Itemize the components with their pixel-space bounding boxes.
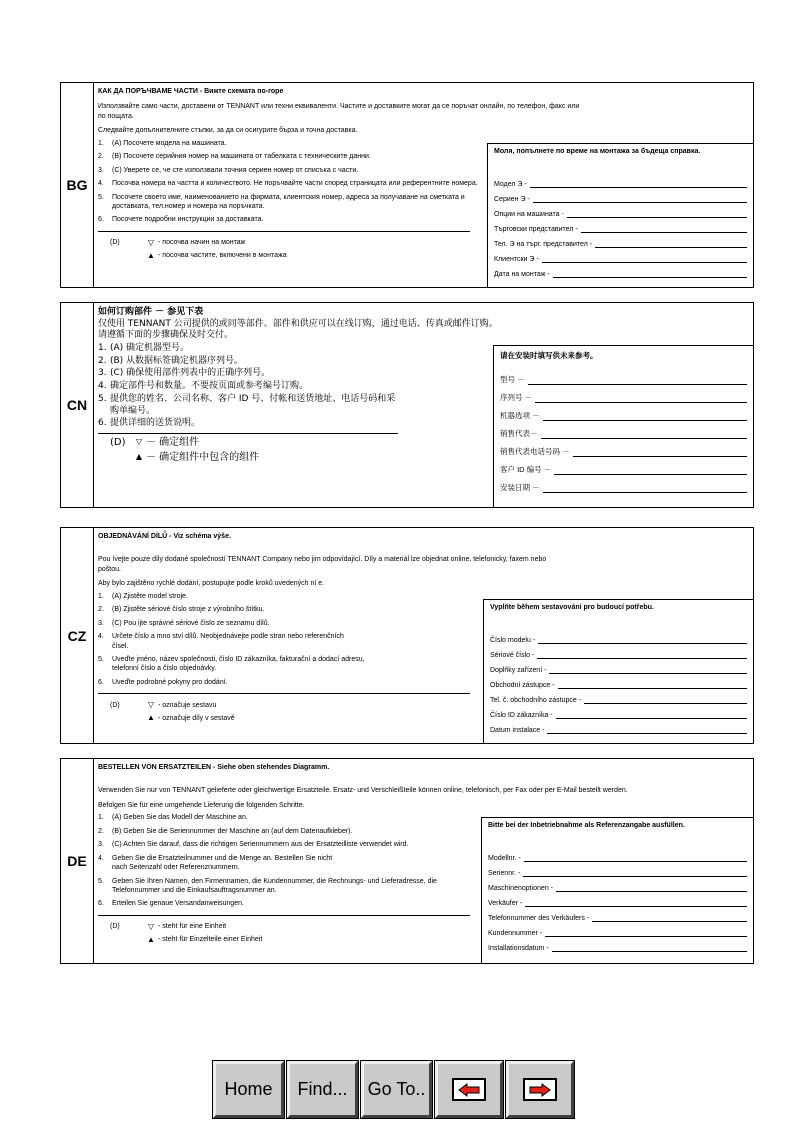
sales-rep-field[interactable] xyxy=(525,897,747,907)
install-date-field[interactable] xyxy=(552,942,747,952)
customer-id-field[interactable] xyxy=(554,465,747,475)
list-item: 6. Erteilen Sie genaue Versandanweisungen. xyxy=(98,900,244,908)
list-item: 4. Určete číslo a mno ství dílů. Neobjednávejte podle stran nebo referenčních čísel. xyxy=(98,633,344,650)
section-cz xyxy=(60,527,754,744)
divider xyxy=(98,693,470,694)
model-field[interactable] xyxy=(528,375,747,385)
customer-id-field[interactable] xyxy=(542,253,747,263)
steps-list xyxy=(98,343,498,430)
follow-text: Aby bylo zajištěno rychlé dodání, postupujte podle kroků uvedených ní e. xyxy=(98,580,325,588)
find-button[interactable]: Find... xyxy=(287,1061,358,1118)
intro-text: 仅使用 TENNANT 公司提供的或同等部件。部件和供应可以在线订购，通过电话、传真或邮件订购。 xyxy=(98,318,498,329)
section-cn xyxy=(60,302,754,508)
reference-form: Bitte bei der Inbetriebnahme als Referenzangabe ausfüllen. Modellnr. - Seriennr. - Maschinenoptionen - Verkäufer - Telefonnummer des Verkäufers - Kundennummer - Installationsdatum - xyxy=(481,817,753,963)
list-item: 3. (C) Уверете се, че сте използвали точния сериен номер от списъка с части. xyxy=(98,166,359,174)
intro-text: Използвайте само части, доставени от TENNANT или техни еквиваленти. Частите и доставките могат да се поръчат онлайн, по телефон, факс или по пощата. xyxy=(98,103,580,120)
list-item: 1. (A) Посочете модела на машината. xyxy=(98,139,227,147)
goto-button[interactable]: Go To.. xyxy=(361,1061,432,1118)
list-item: 2. (B) Посочете серийния номер на машината от табелката с техническите данни. xyxy=(98,153,371,161)
open-triangle-icon: ▽ xyxy=(135,437,143,447)
serial-field[interactable] xyxy=(533,193,747,203)
next-page-button[interactable] xyxy=(506,1061,574,1118)
options-field[interactable] xyxy=(549,664,747,674)
reference-form: 请在安装时填写供未来参考。 型号 － 序列号 － 机器选项 － 销售代表－ 销售代表电话号码 － 客户 ID 编号 － 安装日期 － xyxy=(493,345,753,507)
list-item: 3. (C) Achten Sie darauf, dass die richtigen Seriennummern aus der Ersatzteilliste verwendet wird. xyxy=(98,841,409,849)
model-field[interactable] xyxy=(538,634,747,644)
list-item: 5. Посочете своето име, наименованието на фирмата, клиентския номер, адреса за получаване на сметката и доставката, тел.номер и номера на поръчката. xyxy=(98,193,465,210)
language-code: CZ xyxy=(61,528,94,743)
list-item: 3. (C) Pou ijte správné sériové číslo ze seznamu dílů. xyxy=(98,619,270,627)
list-item: 1. (A) Geben Sie das Modell der Maschine an. xyxy=(98,814,248,822)
sales-rep-phone-field[interactable] xyxy=(584,694,747,704)
filled-triangle-icon: ▲ xyxy=(147,713,155,723)
divider xyxy=(98,433,398,434)
legend: (D) ▽ - steht für eine Einheit ▲ - steht für Einzelteile einer Einheit xyxy=(110,921,263,944)
home-button[interactable]: Home xyxy=(213,1061,284,1118)
section-title: 如何订购部件 － 参见下表 xyxy=(98,307,204,317)
filled-triangle-icon: ▲ xyxy=(147,934,155,944)
sales-rep-field[interactable] xyxy=(581,223,747,233)
open-triangle-icon: ▽ xyxy=(147,700,155,710)
sales-rep-phone-field[interactable] xyxy=(573,447,747,457)
list-item: 2. (B) Zjistěte sériové číslo stroje z výrobního štítku. xyxy=(98,606,265,614)
open-triangle-icon: ▽ xyxy=(147,237,155,247)
left-arrow-icon xyxy=(452,1078,486,1101)
divider xyxy=(98,915,470,916)
list-item: 6. 提供详细的送货说明。 xyxy=(98,418,201,429)
intro-text: Verwenden Sie nur von TENNANT gelieferte oder gleichwertige Ersatzteile. Ersatz- und Verschleißteile können online, telefonisch, per Fax oder per E-Mail bestellt werden. xyxy=(98,787,628,795)
list-item: 6. Uveďte podrobné pokyny pro dodání. xyxy=(98,678,228,686)
section-bg xyxy=(60,82,754,288)
install-date-field[interactable] xyxy=(543,483,747,493)
serial-field[interactable] xyxy=(537,649,747,659)
list-item: 1. (A) 确定机器型号。 xyxy=(98,343,190,354)
list-item: 5. Geben Sie Ihren Namen, den Firmennamen, die Kundennummer, die Rechnungs- und Lieferadresse, die Telefonnummer und die Einkaufsauftragsnummer an. xyxy=(98,877,437,894)
previous-page-button[interactable] xyxy=(435,1061,503,1118)
form-title: Bitte bei der Inbetriebnahme als Referenzangabe ausfüllen. xyxy=(488,822,685,829)
options-field[interactable] xyxy=(543,411,747,421)
options-field[interactable] xyxy=(567,208,747,218)
list-item: 2. (B) Geben Sie die Seriennummer der Maschine an (auf dem Datenaufkleber). xyxy=(98,827,353,835)
section-title: BESTELLEN VON ERSATZTEILEN - Siehe oben stehendes Diagramm. xyxy=(98,764,330,771)
open-triangle-icon: ▽ xyxy=(147,921,155,931)
sales-rep-field[interactable] xyxy=(558,679,747,689)
list-item: 4. Посочва номера на частта и количеството. Не поръчвайте части според страницата или референтните номера. xyxy=(98,180,478,188)
filled-triangle-icon: ▲ xyxy=(147,250,155,260)
follow-text: 请遵循下面的步骤确保及时交付。 xyxy=(98,330,234,341)
intro-text: Pou ívejte pouze díly dodané společností TENNANT Company nebo jim odpovídající. Díly a materiál lze objednat online, telefonicky, faxem nebo poštou. xyxy=(98,556,547,573)
follow-text: Befolgen Sie für eine umgehende Lieferung die folgenden Schritte. xyxy=(98,801,305,809)
language-code: CN xyxy=(61,303,94,507)
list-item: 3. (C) 确保使用部件列表中的正确序列号。 xyxy=(98,368,271,379)
divider xyxy=(98,231,470,232)
legend: (D) ▽ － 确定组件 ▲ － 确定组件中包含的组件 xyxy=(110,436,260,463)
section-content xyxy=(98,307,498,466)
install-date-field[interactable] xyxy=(553,268,747,278)
model-field[interactable] xyxy=(524,852,747,862)
sales-rep-phone-field[interactable] xyxy=(592,912,747,922)
list-item: 4. Geben Sie die Ersatzteilnummer und die Menge an. Bestellen Sie nicht nach Seitenzahl oder Referenznummern. xyxy=(98,854,333,872)
section-title: OBJEDNÁVÁNÍ DÍLŮ - Viz schéma výše. xyxy=(98,533,231,540)
form-title: Моля, попълнете по време на монтажа за бъдеща справка. xyxy=(494,148,701,155)
right-arrow-icon xyxy=(523,1078,557,1101)
section-title: КАК ДА ПОРЪЧВАМЕ ЧАСТИ - Вижте схемата по-горе xyxy=(98,88,284,95)
serial-field[interactable] xyxy=(535,393,747,403)
form-title: Vyplňte během sestavování pro budoucí potřebu. xyxy=(490,604,654,611)
sales-rep-phone-field[interactable] xyxy=(595,238,747,248)
install-date-field[interactable] xyxy=(547,724,747,734)
list-item: 5. 提供您的姓名、公司名称、客户 ID 号、付帐和送货地址、电话号码和采购单编号。 xyxy=(98,393,396,416)
reference-form: Моля, попълнете по време на монтажа за бъдеща справка. Модел Э - Сериен Э - Опции на машината - Търговски представител - Тел. Э на търг. представител - Клиентски Э - Дата на монтаж - xyxy=(487,143,753,287)
reference-form: Vyplňte během sestavování pro budoucí potřebu. Číslo modelu - Sériové číslo - Doplňky zařízení - Obchodní zástupce - Tel. č. obchodního zástupce - Číslo ID zákazníka - Datum instalace - xyxy=(483,599,753,743)
list-item: 6. Посочете подробни инструкции за доставката. xyxy=(98,216,264,224)
list-item: 5. Uveďte jméno, název společnosti, číslo ID zákazníka, fakturační a dodací adresu, telefonní číslo a číslo objednávky. xyxy=(98,655,365,673)
options-field[interactable] xyxy=(556,882,747,892)
customer-id-field[interactable] xyxy=(556,709,747,719)
list-item: 1. (A) Zjistěte model stroje. xyxy=(98,592,188,600)
list-item: 4. 确定部件号和数量。不要按页面或参考编号订购。 xyxy=(98,381,309,392)
legend: (D) ▽ - označuje sestavu ▲ - označuje díly v sestavě xyxy=(110,700,235,723)
sales-rep-field[interactable] xyxy=(541,429,748,439)
follow-text: Следвайте допълнителните стъпки, за да си осигурите бърза и точна доставка. xyxy=(98,127,358,135)
language-code: BG xyxy=(61,83,94,287)
form-title: 请在安装时填写供未来参考。 xyxy=(500,351,598,360)
model-field[interactable] xyxy=(530,178,747,188)
filled-triangle-icon: ▲ xyxy=(135,452,143,462)
language-code: DE xyxy=(61,759,94,963)
section-de xyxy=(60,758,754,964)
customer-id-field[interactable] xyxy=(545,927,747,937)
legend: (D) ▽ - посочва начин на монтаж ▲ - посочва частите, включени в монтажа xyxy=(110,237,287,260)
serial-field[interactable] xyxy=(523,867,747,877)
navigation-bar xyxy=(213,1061,574,1118)
list-item: 2. (B) 从数据标签确定机器序列号。 xyxy=(98,355,244,366)
